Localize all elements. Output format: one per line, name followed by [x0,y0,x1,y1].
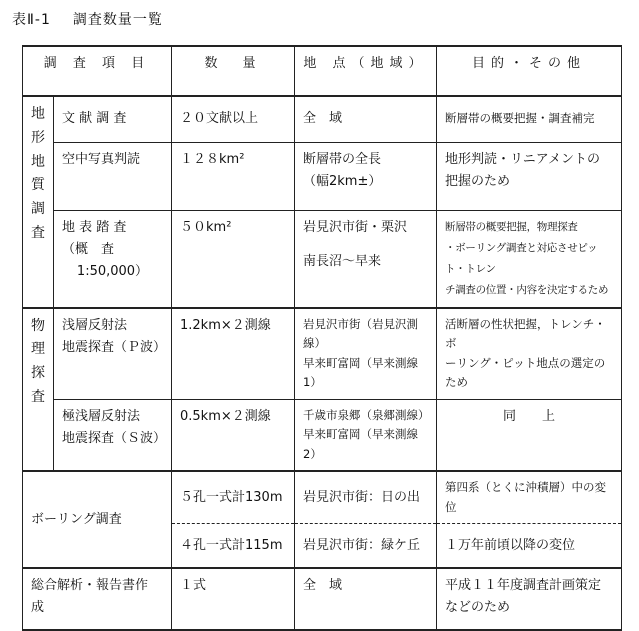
item-cell: 総合解析・報告書作 成 [23,568,172,630]
purpose-cell: 同 上 [437,399,622,471]
header-purpose: 目的・その他 [437,46,622,96]
purpose-cell: 地形判読・リニアメントの 把握のため [437,142,622,210]
purpose-cell: 第四系（とくに沖積層）中の変位 [437,471,622,524]
item-cell: ボーリング調査 [23,471,172,568]
header-row [23,46,622,96]
header-item: 調 査 項 目 [23,46,172,96]
quantity-cell: ５孔一式計130m [172,471,295,524]
quantity-cell: ４孔一式計115m [172,524,295,568]
location-cell: 全 域 [295,96,437,142]
header-quantity: 数 量 [172,46,295,96]
quantity-cell: １式 [172,568,295,630]
location-cell: 岩見沢市街・栗沢 南長沼〜早来 [295,210,437,308]
location-cell: 岩見沢市街（岩見沢測線） 早来町富岡（早来測線 1） [295,308,437,400]
row-senso [23,308,622,400]
row-sogo [23,568,622,630]
item-cell: 極浅層反射法 地震探査（Ｓ波） [54,399,172,471]
item-cell: 浅層反射法 地震探査（Ｐ波） [54,308,172,400]
location-cell: 断層帯の全長 （幅2km±） [295,142,437,210]
row-gokusen [23,399,622,471]
purpose-cell: 活断層の性状把握，トレンチ・ボ ーリング・ピット地点の選定のため [437,308,622,400]
row-kuchu [23,142,622,210]
purpose-cell: 断層帯の概要把握・調査補完 [437,96,622,142]
header-location: 地 点（地域） [295,46,437,96]
location-cell: 岩見沢市街：緑ケ丘 [295,524,437,568]
group-label-physical: 物 理 探 査 [23,308,54,472]
table-title: 調査数量一覧 [72,12,163,28]
item-cell: 文 献 調 査 [54,96,172,142]
item-cell: 地 表 踏 査 （概 査 1:50,000） [54,210,172,308]
location-cell: 全 域 [295,568,437,630]
quantity-cell: 0.5km×２測線 [172,399,295,471]
quantity-cell: ５０km² [172,210,295,308]
row-boring-1 [23,471,622,524]
purpose-cell: 平成１１年度調査計画策定 などのため [437,568,622,630]
survey-quantity-table [22,45,622,631]
quantity-cell: １２８km² [172,142,295,210]
quantity-cell: 1.2km×２測線 [172,308,295,400]
purpose-cell: １万年前頃以降の変位 [437,524,622,568]
quantity-cell: ２０文献以上 [172,96,295,142]
location-cell: 千歳市泉郷（泉郷測線） 早来町富岡（早来測線 2） [295,399,437,471]
purpose-cell: 断層帯の概要把握，物理探査 ・ボーリング調査と対応させピット・トレン チ調査の位置・内容を決定するため [437,210,622,308]
row-chihyo [23,210,622,308]
item-cell: 空中写真判読 [54,142,172,210]
group-label-geology: 地 形 地 質 調 査 [23,96,54,308]
table-caption [12,9,185,29]
row-bunken [23,96,622,142]
table-number: 表Ⅱ-1 [12,12,51,28]
location-cell: 岩見沢市街：日の出 [295,471,437,524]
